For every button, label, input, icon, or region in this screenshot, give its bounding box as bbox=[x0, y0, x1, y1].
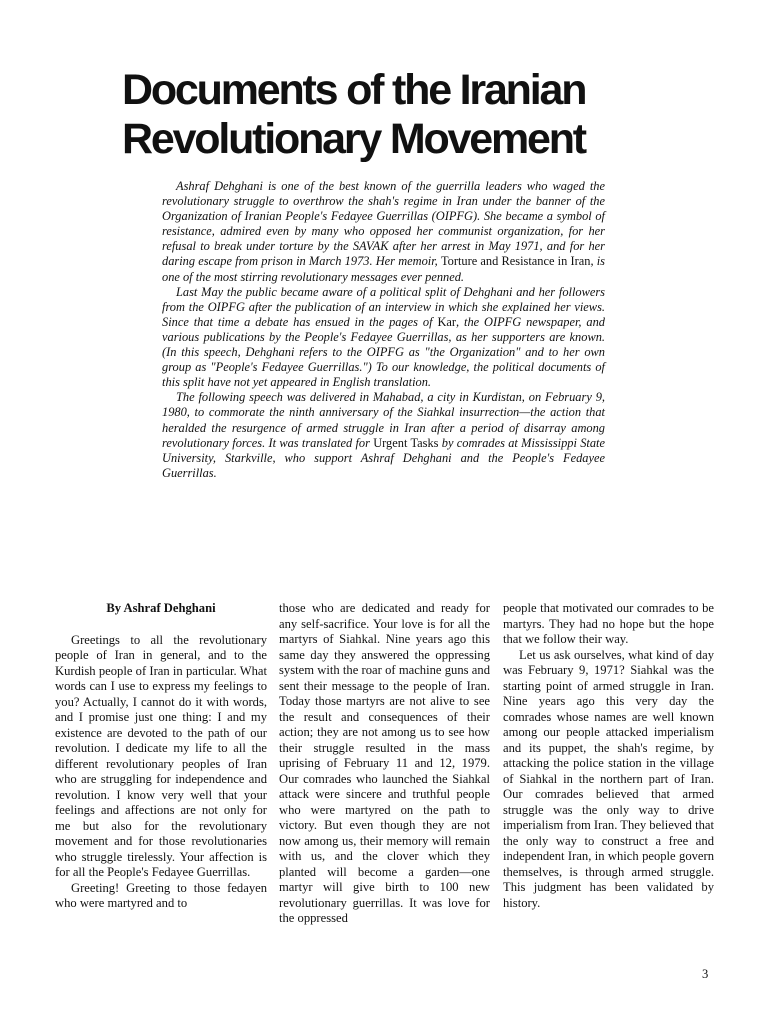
body-paragraph: Greeting! Greeting to those fedayen who were martyred and to bbox=[55, 880, 267, 910]
body-column-1 bbox=[55, 601, 267, 912]
intro-paragraph bbox=[162, 390, 605, 481]
body-paragraph: Greetings to all the revolutionary people of Iran in general, and to the Kurdish people of Iran in particular. What words can I use to express my feelings to you? Actually, I cannot do it with words, and I promise just one thing: I and my existence are devoted to the path of our revolution. I dedicate my life to all the different revolutionary peoples of Iran who are struggling for independence and revolution. I know very well that your feelings and affections are not only for me but also for the revolutionary movement and for those revolutionaries who struggle tirelessly. Your affection is for all the People's Fedayee Guerrillas. bbox=[55, 632, 267, 879]
intro-text: by comrades at Mississippi State University, Starkville, who support Ashraf Dehghani and the People's Fedayee Guerrillas. bbox=[162, 435, 605, 480]
intro-text: Ashraf Dehghani is one of the best known of the guerrilla leaders who waged the revolutionary struggle to overthrow the shah's regime in Iran under the banner of the Organization of Iranian People's Fedayee Guerrillas (OIPFG). She became a symbol of resistance, admired even by many who opposed her communist organization, for her refusal to break under torture by the SAVAK after her arrest in May 1971, and for her daring escape from prison in March 1973. Her memoir, bbox=[162, 179, 605, 269]
page-number: 3 bbox=[702, 967, 709, 981]
title-line-2: Revolutionary Movement bbox=[122, 115, 585, 163]
body-column-3 bbox=[503, 601, 714, 911]
book-title: Torture and Resistance in Iran bbox=[440, 254, 591, 269]
title-line-1: Documents of the Iranian bbox=[122, 66, 586, 114]
intro-text: , is one of the most stirring revolutionary messages ever penned. bbox=[162, 254, 605, 284]
intro-text: Last May the public became aware of a political split of Dehghani and her followers from the OIPFG after the publication of an interview in which she explained her views. Since that time a debate has ensued in the pages of bbox=[162, 284, 605, 329]
intro-paragraph bbox=[162, 285, 605, 391]
intro-text: The following speech was delivered in Mahabad, a city in Kurdistan, on February 9, 1980, to commorate the ninth anniversary of the Siahkal insurrection—the action that heralded the resurgence of armed struggle in Iran after a period of disarray among revolutionary forces. It was translated for bbox=[162, 390, 605, 450]
body-column-2 bbox=[279, 601, 490, 927]
body-paragraph: people that motivated our comrades to be martyrs. They had no hope but the hope that we follow their way. bbox=[503, 601, 714, 646]
intro-paragraph bbox=[162, 179, 605, 285]
page-title bbox=[122, 66, 722, 164]
publication-title: Urgent Tasks bbox=[373, 435, 439, 450]
body-paragraph: those who are dedicated and ready for any self-sacrifice. Your love is for all the martyrs of Siahkal. Nine years ago this same day they answered the oppressing system with the roar of machine guns and sent their message to the people of Iran. Today those martyrs are not alive to see the result and consequences of their action; they are not among us to see how their struggle resulted in the mass uprising of February 11 and 12, 1979. Our comrades who launched the Siahkal attack were sincere and truthful people who were martyred on the path to victory. But even though they are not now among us, their memory will remain with us, and the clover which they planted will become a garden—one martyr will give birth to 100 new revolutionary guerrillas. It was love for the oppressed bbox=[279, 601, 490, 925]
intro-section bbox=[162, 179, 605, 481]
byline: By Ashraf Dehghani bbox=[106, 601, 216, 615]
newspaper-title: Kar bbox=[437, 314, 457, 329]
intro-text: , the OIPFG newspaper, and various publications by the People's Fedayee Guerrillas, as her supporters are known. (In this speech, Dehghani refers to the OIPFG as "the Organization" and to her own group as "People's Fedayee Guerrillas.") To our knowledge, the political documents of this split have not yet appeared in English translation. bbox=[162, 314, 605, 390]
body-paragraph: Let us ask ourselves, what kind of day was February 9, 1971? Siahkal was the starting point of armed struggle in Iran. Nine years ago this very day the comrades whose names are well known among our people attacked imperialism and its puppet, the shah's regime, by attacking the police station in the village of Siahkal in the northern part of Iran. Our comrades believed that armed struggle was the only way to drive imperialism from Iran. They believed that the only way to construct a free and independent Iran, in which people govern themselves, is through armed struggle. This judgment has been validated by history. bbox=[503, 647, 714, 910]
